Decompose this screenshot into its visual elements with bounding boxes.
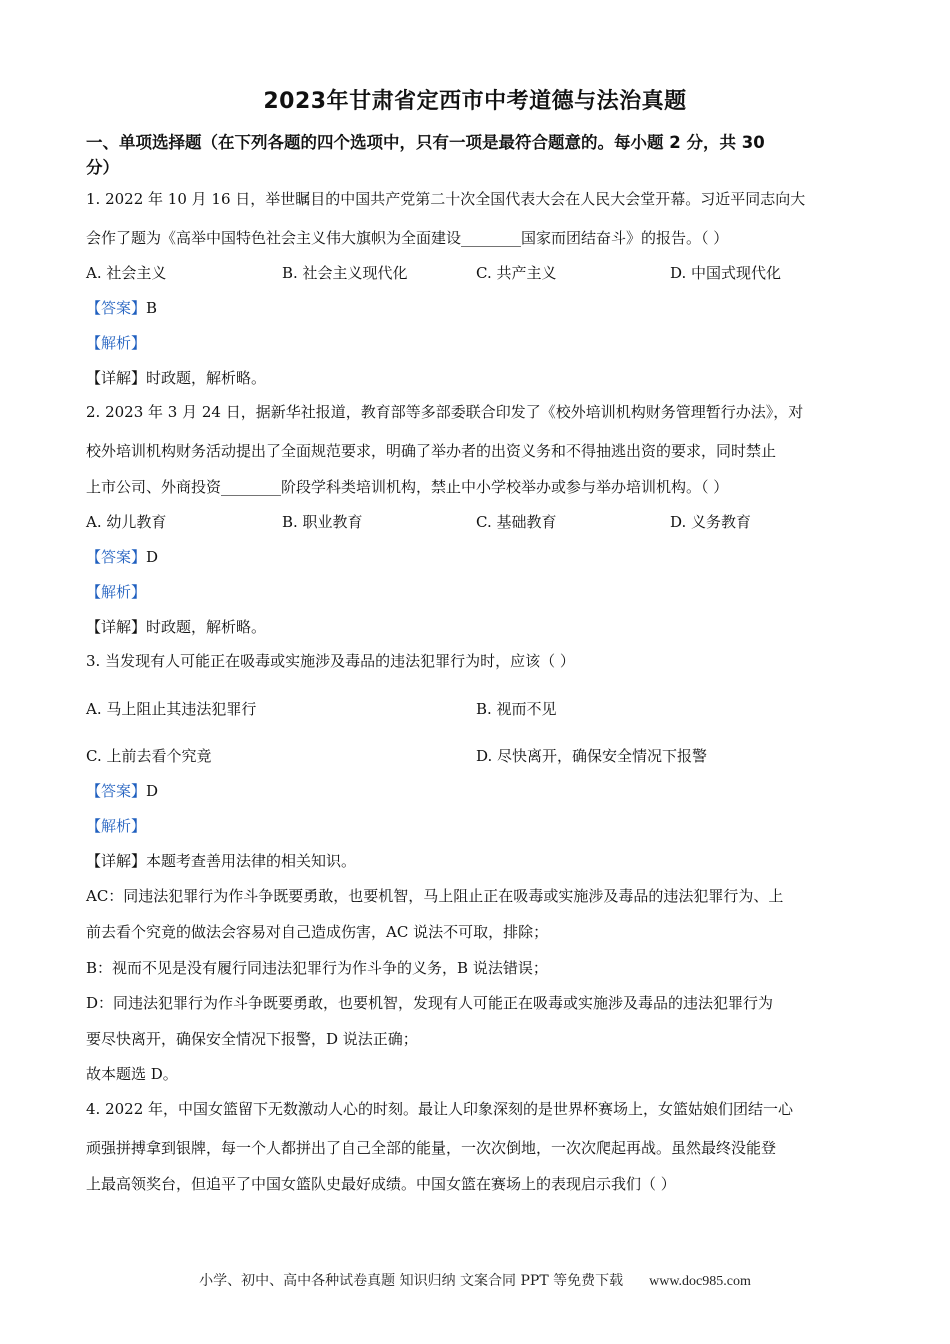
- q3-detail-line: 【详解】本题考查善用法律的相关知识。: [86, 852, 357, 870]
- q4-stem-line3: 上最高领奖台，但追平了中国女篮队史最好成绩。中国女篮在赛场上的表现启示我们（ ）: [86, 1175, 676, 1193]
- q2-answer: [86, 547, 158, 567]
- q3-option-c: C. 上前去看个究竟: [86, 747, 212, 765]
- q2-option-c: C. 基础教育: [476, 513, 557, 531]
- q4-stem-line2: 顽强拼搏拿到银牌，每一个人都拼出了自己全部的能量，一次次倒地，一次次爬起再战。虽然最终没能登: [86, 1139, 777, 1157]
- q2-stem-line1: 2. 2023 年 3 月 24 日，据新华社报道，教育部等多部委联合印发了《校外培训机构财务管理暂行办法》，对: [86, 403, 804, 421]
- q2-detail: 【详解】时政题，解析略。: [86, 618, 267, 636]
- q3-analysis-tag: 【解析】: [86, 817, 147, 835]
- q2-analysis-tag: 【解析】: [86, 583, 147, 601]
- q3-answer: [86, 781, 158, 801]
- q3-detail-line: 前去看个究竟的做法会容易对自己造成伤害，AC 说法不可取，排除；: [86, 923, 549, 941]
- q1-detail: 【详解】时政题，解析略。: [86, 369, 267, 387]
- q3-detail-line: 故本题选 D。: [86, 1065, 178, 1083]
- q1-option-d: D. 中国式现代化: [670, 264, 782, 282]
- section-heading-line2: 分）: [86, 158, 119, 177]
- q4-stem-line1: 4. 2022 年，中国女篮留下无数激动人心的时刻。最让人印象深刻的是世界杯赛场上，女篮姑娘们团结一心: [86, 1100, 794, 1118]
- q2-option-d: D. 义务教育: [670, 513, 752, 531]
- q2-stem-line3: 上市公司、外商投资________阶段学科类培训机构，禁止中小学校举办或参与举办培训机构。（ ）: [86, 478, 729, 496]
- q1-stem-line2: 会作了题为《高举中国特色社会主义伟大旗帜为全面建设________国家而团结奋斗》的报告。（ ）: [86, 229, 729, 247]
- answer-tag: 【答案】: [86, 548, 147, 566]
- q1-option-a: A. 社会主义: [86, 264, 167, 282]
- q3-detail-line: 要尽快离开，确保安全情况下报警，D 说法正确；: [86, 1030, 418, 1048]
- q3-detail-line: B：视而不见是没有履行同违法犯罪行为作斗争的义务，B 说法错误；: [86, 959, 548, 977]
- answer-value: D: [146, 782, 159, 800]
- q1-answer: [86, 298, 157, 318]
- q1-analysis-tag: 【解析】: [86, 334, 147, 352]
- answer-value: B: [146, 299, 158, 317]
- q2-option-a: A. 幼儿教育: [86, 513, 167, 531]
- page-title: 2023年甘肃省定西市中考道德与法治真题: [263, 89, 687, 114]
- answer-value: D: [146, 548, 159, 566]
- q3-detail-line: D：同违法犯罪行为作斗争既要勇敢，也要机智，发现有人可能正在吸毒或实施涉及毒品的违法犯罪行为: [86, 994, 774, 1012]
- section-heading-line1: 一、单项选择题（在下列各题的四个选项中，只有一项是最符合题意的。每小题 2 分，共 30: [86, 133, 765, 152]
- q1-option-b: B. 社会主义现代化: [282, 264, 408, 282]
- footer-link[interactable]: www.doc985.com: [649, 1274, 751, 1289]
- page-footer: [0, 1270, 950, 1290]
- q1-option-c: C. 共产主义: [476, 264, 557, 282]
- q2-option-b: B. 职业教育: [282, 513, 363, 531]
- q2-stem-line2: 校外培训机构财务活动提出了全面规范要求，明确了举办者的出资义务和不得抽逃出资的要求，同时禁止: [86, 442, 777, 460]
- answer-tag: 【答案】: [86, 299, 147, 317]
- section-heading: [86, 130, 866, 180]
- q3-stem: 3. 当发现有人可能正在吸毒或实施涉及毒品的违法犯罪行为时，应该（ ）: [86, 652, 575, 670]
- q3-detail-line: AC：同违法犯罪行为作斗争既要勇敢，也要机智，马上阻止正在吸毒或实施涉及毒品的违法犯罪行为、上: [86, 887, 784, 905]
- answer-tag: 【答案】: [86, 782, 147, 800]
- q3-option-b: B. 视而不见: [476, 700, 557, 718]
- q3-option-a: A. 马上阻止其违法犯罪行: [86, 700, 257, 718]
- q1-stem-line1: 1. 2022 年 10 月 16 日，举世瞩目的中国共产党第二十次全国代表大会在人民大会堂开幕。习近平同志向大: [86, 190, 806, 208]
- footer-text: 小学、初中、高中各种试卷真题 知识归纳 文案合同 PPT 等免费下载: [199, 1273, 624, 1289]
- q3-option-d: D. 尽快离开，确保安全情况下报警: [476, 747, 708, 765]
